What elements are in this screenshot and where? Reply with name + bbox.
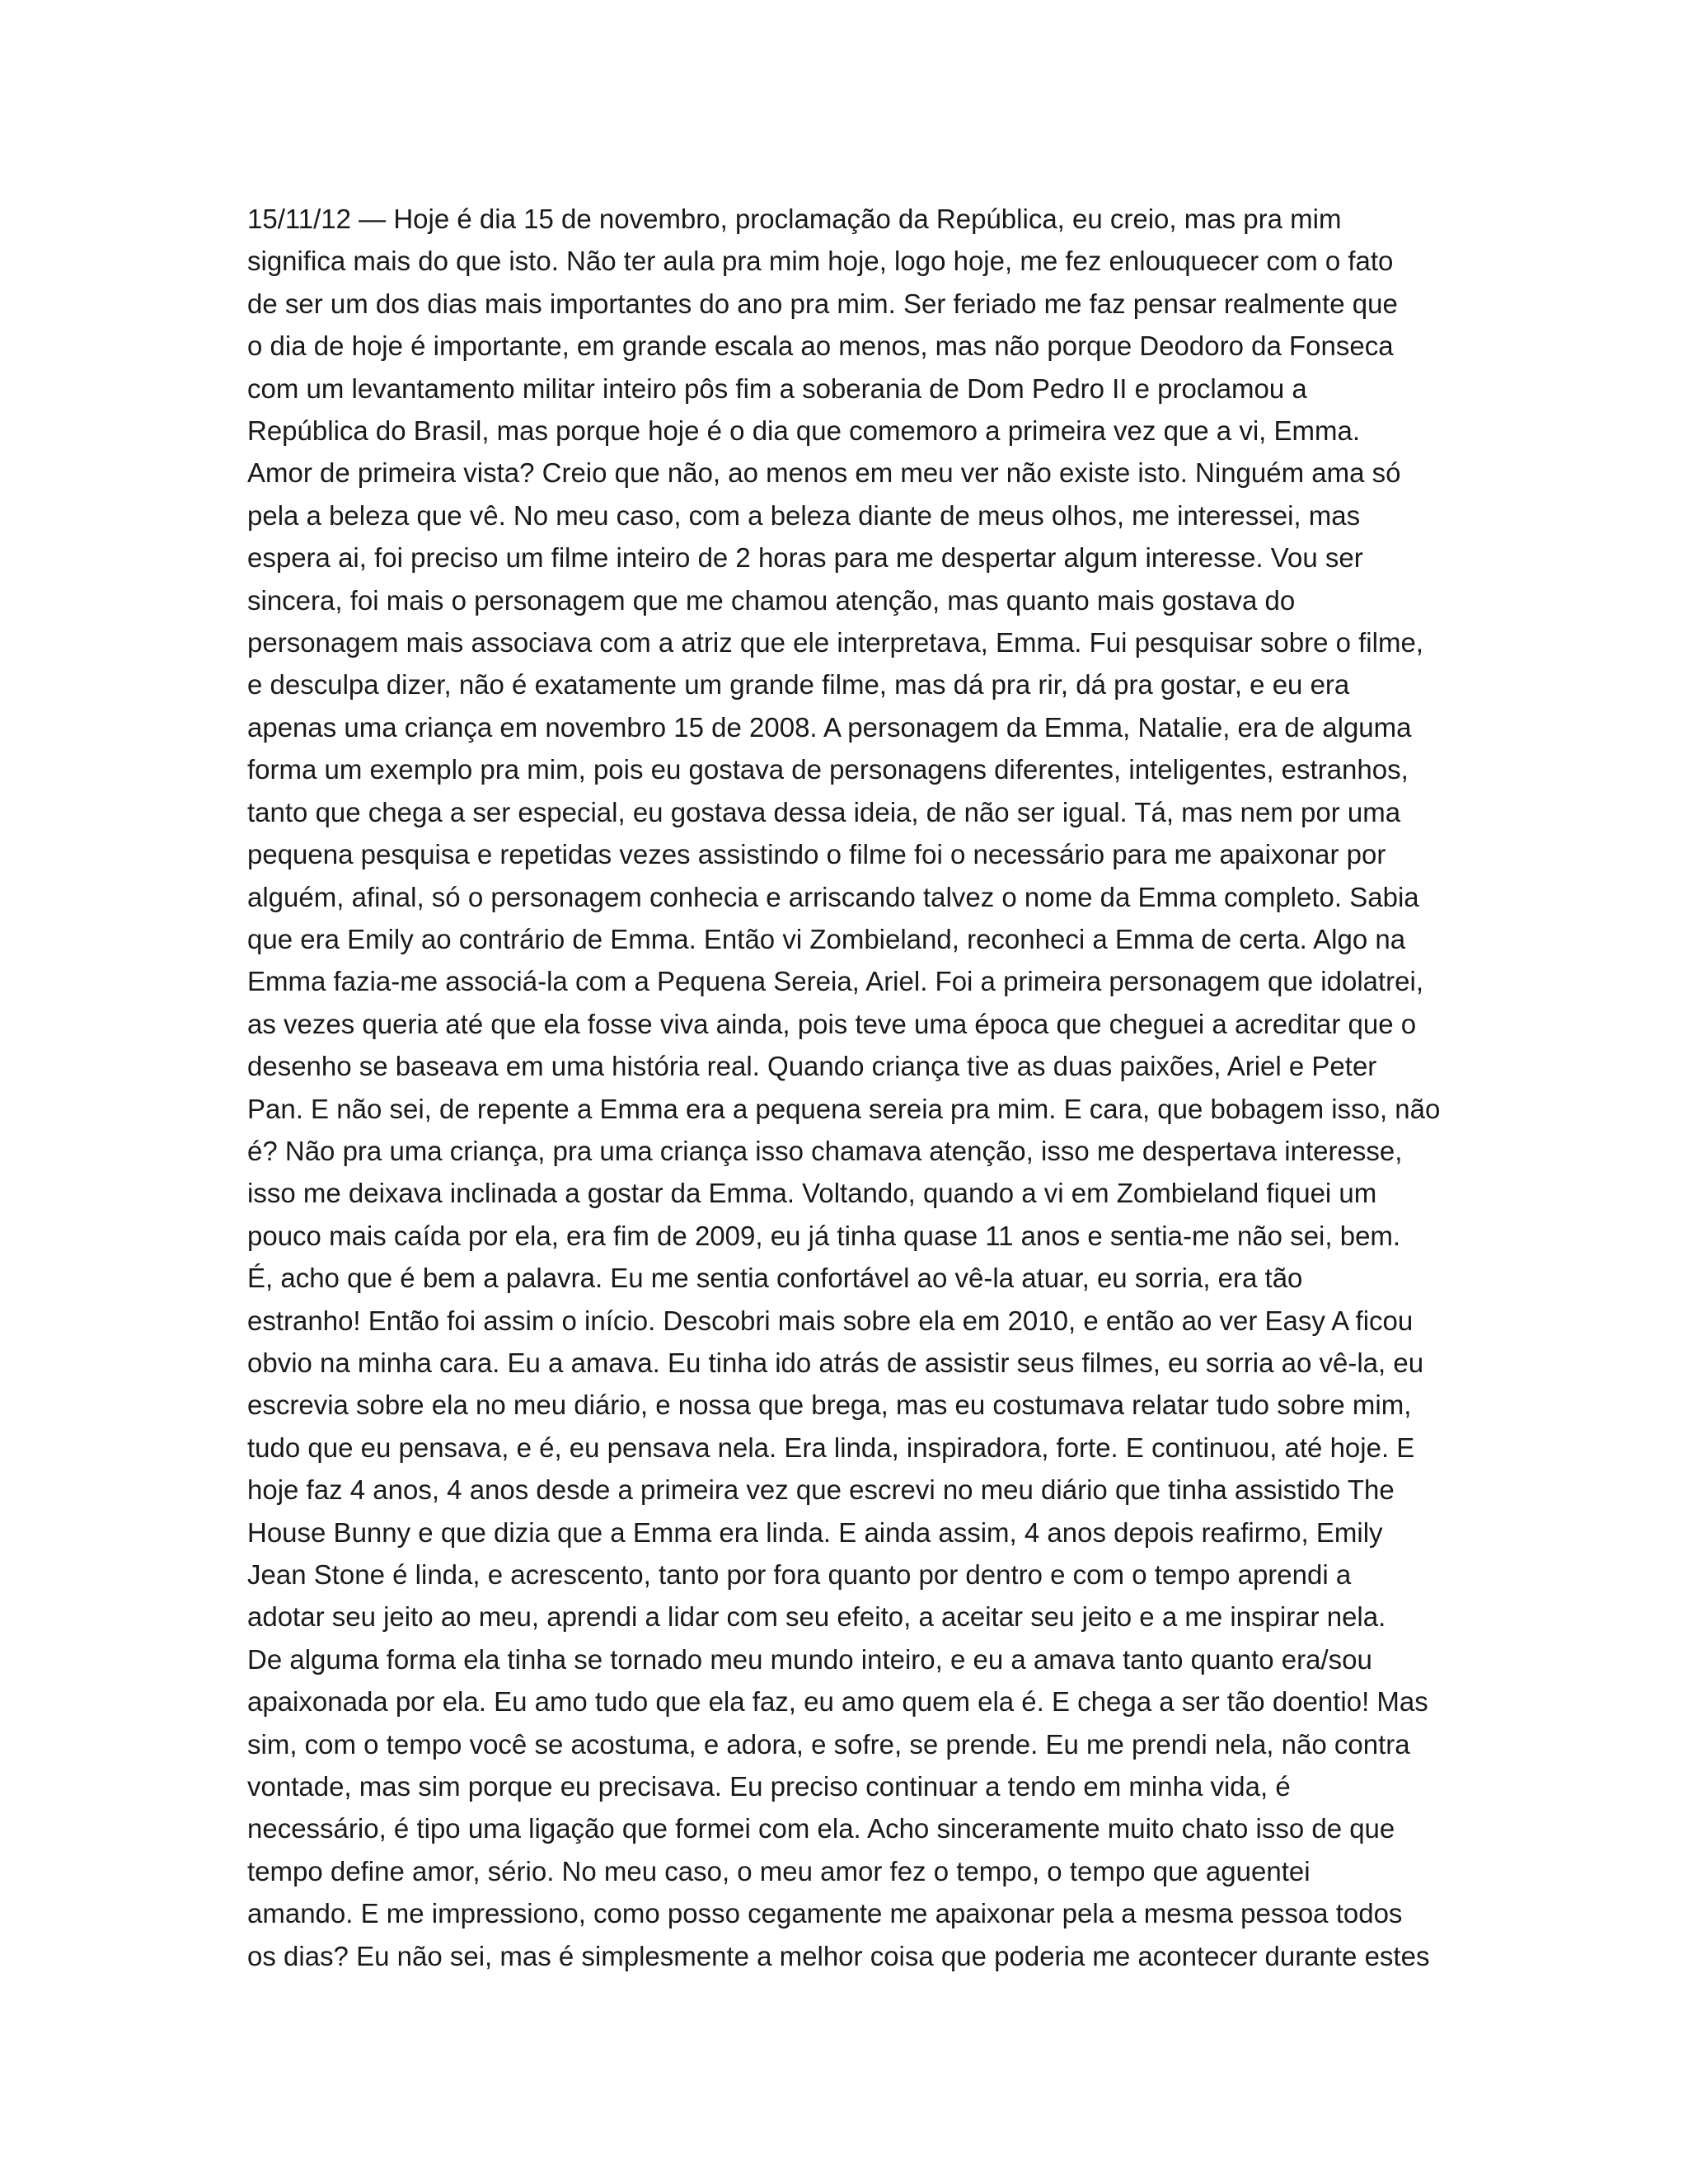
- text-line: espera ai, foi preciso um filme inteiro de 2 horas para me despertar algum interesse. Vou ser: [247, 542, 1363, 574]
- text-line: apenas uma criança em novembro 15 de 2008. A personagem da Emma, Natalie, era de alguma: [247, 711, 1412, 743]
- text-line: de ser um dos dias mais importantes do ano pra mim. Ser feriado me faz pensar realmente que: [247, 288, 1398, 319]
- text-line: alguém, afinal, só o personagem conhecia e arriscando talvez o nome da Emma completo. Sabia: [247, 881, 1419, 912]
- text-line: vontade, mas sim porque eu precisava. Eu preciso continuar a tendo em minha vida, é: [247, 1771, 1291, 1802]
- text-line: República do Brasil, mas porque hoje é o dia que comemoro a primeira vez que a vi, Emma.: [247, 415, 1361, 447]
- text-line: escrevia sobre ela no meu diário, e nossa que brega, mas eu costumava relatar tudo sobre mim,: [247, 1390, 1412, 1421]
- text-line: Emma fazia-me associá-la com a Pequena Sereia, Ariel. Foi a primeira personagem que idolatrei,: [247, 966, 1424, 997]
- text-line: House Bunny e que dizia que a Emma era linda. E ainda assim, 4 anos depois reafirmo, Emily: [247, 1516, 1383, 1548]
- body-text: [247, 198, 1451, 1977]
- text-line: isso me deixava inclinada a gostar da Emma. Voltando, quando a vi em Zombieland fiquei um: [247, 1178, 1377, 1209]
- text-line: adotar seu jeito ao meu, aprendi a lidar com seu efeito, a aceitar seu jeito e a me inspirar nela.: [247, 1601, 1386, 1633]
- text-line: tempo define amor, sério. No meu caso, o meu amor fez o tempo, o tempo que aguentei: [247, 1855, 1311, 1886]
- text-line: sim, com o tempo você se acostuma, e adora, e sofre, se prende. Eu me prendi nela, não contra: [247, 1728, 1410, 1760]
- text-line: sincera, foi mais o personagem que me chamou atenção, mas quanto mais gostava do: [247, 584, 1296, 616]
- text-line: significa mais do que isto. Não ter aula pra mim hoje, logo hoje, me fez enlouquecer com o fato: [247, 246, 1394, 277]
- text-line: desenho se baseava em uma história real. Quando criança tive as duas paixões, Ariel e Peter: [247, 1051, 1377, 1082]
- text-line: o dia de hoje é importante, em grande escala ao menos, mas não porque Deodoro da Fonseca: [247, 330, 1394, 362]
- text-line: que era Emily ao contrário de Emma. Então vi Zombieland, reconheci a Emma de certa. Algo na: [247, 923, 1406, 954]
- text-line: e desculpa dizer, não é exatamente um grande filme, mas dá pra rir, dá pra gostar, e eu era: [247, 669, 1350, 701]
- text-line: estranho! Então foi assim o início. Descobri mais sobre ela em 2010, e então ao ver Easy A ficou: [247, 1305, 1414, 1336]
- text-line: 15/11/12 — Hoje é dia 15 de novembro, proclamação da República, eu creio, mas pra mim: [247, 204, 1342, 234]
- text-line: obvio na minha cara. Eu a amava. Eu tinha ido atrás de assistir seus filmes, eu sorria ao vê-la, eu: [247, 1347, 1424, 1378]
- text-line: Amor de primeira vista? Creio que não, ao menos em meu ver não existe isto. Ninguém ama só: [247, 457, 1401, 489]
- text-line: tanto que chega a ser especial, eu gostava dessa ideia, de não ser igual. Tá, mas nem por uma: [247, 796, 1401, 827]
- text-line: pela a beleza que vê. No meu caso, com a beleza diante de meus olhos, me interessei, mas: [247, 499, 1361, 531]
- text-line: necessário, é tipo uma ligação que formei com ela. Acho sinceramente muito chato isso de que: [247, 1813, 1395, 1844]
- text-line: personagem mais associava com a atriz que ele interpretava, Emma. Fui pesquisar sobre o filme,: [247, 627, 1423, 658]
- text-line: hoje faz 4 anos, 4 anos desde a primeira vez que escrevi no meu diário que tinha assistido The: [247, 1474, 1395, 1506]
- text-line: tudo que eu pensava, e é, eu pensava nela. Era linda, inspiradora, forte. E continuou, até hoje. E: [247, 1432, 1415, 1463]
- text-line: apaixonada por ela. Eu amo tudo que ela faz, eu amo quem ela é. E chega a ser tão doentio! Mas: [247, 1686, 1428, 1718]
- text-line: pequena pesquisa e repetidas vezes assistindo o filme foi o necessário para me apaixonar por: [247, 839, 1386, 870]
- text-line: amando. E me impressiono, como posso cegamente me apaixonar pela a mesma pessoa todos: [247, 1898, 1403, 1929]
- text-line: com um levantamento militar inteiro pôs fim a soberania de Dom Pedro II e proclamou a: [247, 373, 1307, 404]
- text-line: forma um exemplo pra mim, pois eu gostava de personagens diferentes, inteligentes, estranhos,: [247, 754, 1409, 785]
- text-line: é? Não pra uma criança, pra uma criança isso chamava atenção, isso me despertava interesse,: [247, 1135, 1403, 1166]
- text-line: É, acho que é bem a palavra. Eu me sentia confortável ao vê-la atuar, eu sorria, era tão: [247, 1263, 1303, 1294]
- text-line: as vezes queria até que ela fosse viva ainda, pois teve uma época que cheguei a acreditar que o: [247, 1008, 1417, 1039]
- text-line: Pan. E não sei, de repente a Emma era a pequena sereia pra mim. E cara, que bobagem isso, não: [247, 1093, 1441, 1124]
- text-line: pouco mais caída por ela, era fim de 2009, eu já tinha quase 11 anos e sentia-me não sei, bem.: [247, 1220, 1401, 1251]
- text-line: Jean Stone é linda, e acrescento, tanto por fora quanto por dentro e com o tempo aprendi a: [247, 1559, 1352, 1590]
- text-line: os dias? Eu não sei, mas é simplesmente a melhor coisa que poderia me acontecer durante estes: [247, 1940, 1430, 1971]
- text-line: De alguma forma ela tinha se tornado meu mundo inteiro, e eu a amava tanto quanto era/sou: [247, 1643, 1372, 1675]
